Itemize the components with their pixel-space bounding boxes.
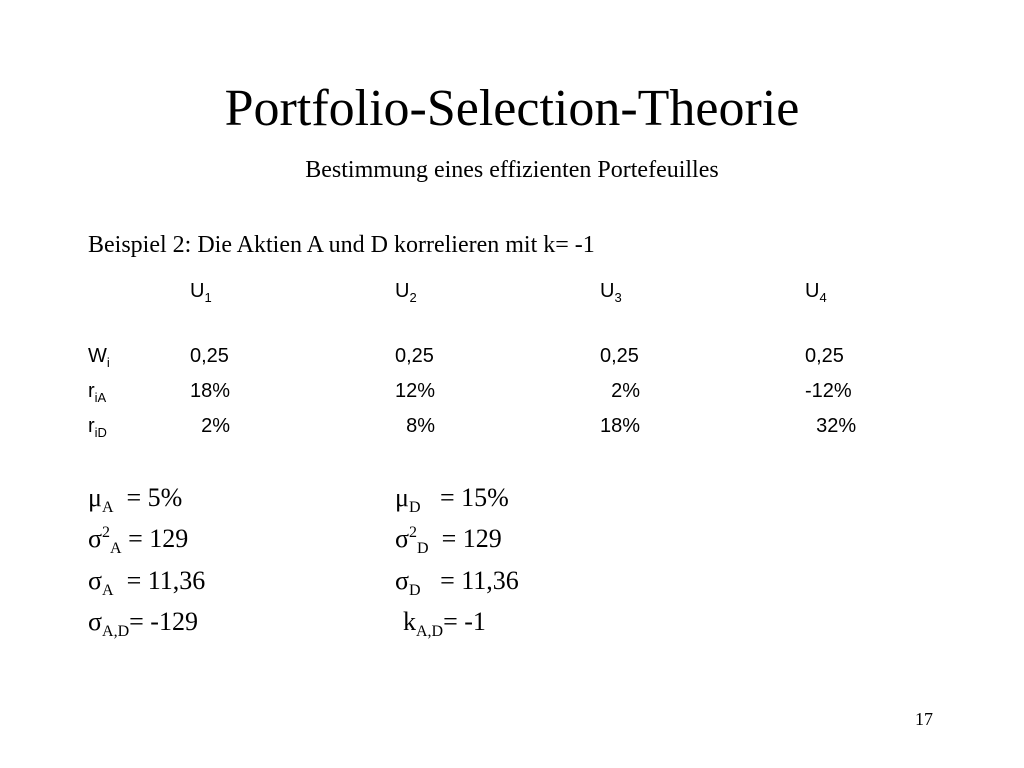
row-label-ria: $r_{iA}$ [88, 380, 107, 405]
formula-sd-d: $\sigma_D$ = 11,36 [395, 566, 519, 599]
column-header-u2: $U_2$ [395, 280, 417, 305]
table-cell: 18% [190, 380, 231, 402]
row-label-wi: $W_i$ [88, 345, 110, 370]
column-header-u4: $U_4$ [805, 280, 827, 305]
table-cell: 0,25 [600, 345, 639, 367]
table-cell: 0,25 [190, 345, 229, 367]
example-heading: Beispiel 2: Die Aktien A und D korrelieren mit k= -1 [88, 232, 595, 258]
table-cell: 18% [600, 415, 641, 437]
formula-covariance-ad: $\sigma_{A,D}= -129$ [88, 607, 198, 640]
table-cell: 2% [190, 415, 231, 437]
table-cell: -12% [805, 380, 852, 402]
table-cell: 0,25 [395, 345, 434, 367]
formula-variance-d: $\sigma^2_D = 129$ [395, 524, 502, 557]
formula-mu-d: $\mu_D$ = 15% [395, 483, 509, 516]
row-label-rid: $r_{iD}$ [88, 415, 107, 440]
table-cell: 0,25 [805, 345, 844, 367]
table-cell: 2% [600, 380, 641, 402]
table-cell: 32% [805, 415, 857, 437]
slide-title: Portfolio-Selection-Theorie [224, 80, 800, 137]
formula-mu-a: $\mu_A = 5\%$ [88, 483, 183, 516]
column-header-u1: $U_1$ [190, 280, 212, 305]
table-cell: 12% [395, 380, 436, 402]
table-cell: 8% [395, 415, 436, 437]
column-header-u3: $U_3$ [600, 280, 622, 305]
formula-sd-a: $\sigma_A = 11,36$ [88, 566, 206, 599]
slide-subtitle: Bestimmung eines effizienten Portefeuilles [305, 157, 719, 183]
page-number: 17 [915, 709, 933, 729]
formula-variance-a: $\sigma^2_A = 129$ [88, 524, 189, 557]
formula-k-ad: $k_{A,D}= -1$ [403, 607, 486, 640]
